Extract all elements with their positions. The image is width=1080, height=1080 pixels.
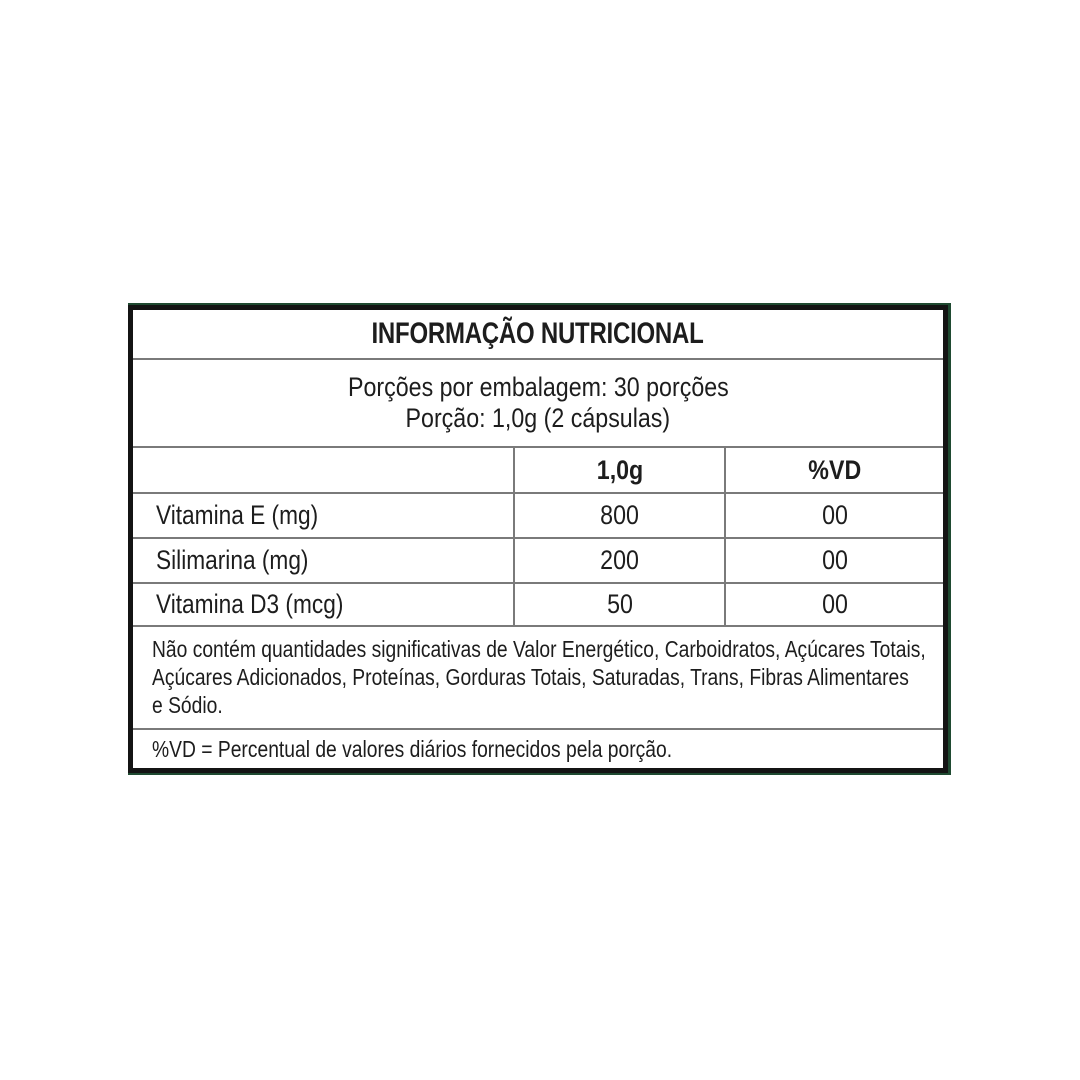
nutrient-amount: 800: [600, 500, 639, 530]
nutrition-facts-table: [128, 305, 948, 773]
nutrient-amount: 50: [606, 589, 633, 619]
nutrient-dv: 00: [821, 545, 848, 575]
nutrient-dv: 00: [821, 500, 848, 530]
dv-footnote: %VD = Percentual de valores diários fornecidos pela porção.: [152, 735, 673, 762]
note-line-2: Açúcares Adicionados, Proteínas, Gorduras Totais, Saturadas, Trans, Fibras Alimentares: [152, 664, 909, 690]
nutrient-name: Vitamina E (mg): [156, 500, 319, 530]
header-dv-cell: [724, 448, 943, 492]
header-amount-cell: [513, 448, 724, 492]
table-row-amount: [513, 537, 724, 582]
serving-size: Porção: 1,0g (2 cápsulas): [405, 403, 671, 433]
table-row-label: [133, 582, 513, 625]
header-empty-cell: [133, 448, 513, 492]
dv-column-header: %VD: [808, 454, 862, 485]
insignificant-amounts-note: [133, 625, 943, 728]
nutrient-name: Vitamina D3 (mcg): [156, 589, 344, 619]
table-row-dv: [724, 582, 943, 625]
dv-footnote-row: [133, 728, 943, 768]
table-row-dv: [724, 492, 943, 537]
serving-info-block: [133, 358, 943, 446]
nutrient-grid: [133, 446, 943, 625]
label-edge: [128, 303, 951, 775]
table-title: INFORMAÇÃO NUTRICIONAL: [371, 317, 705, 350]
table-row-amount: [513, 492, 724, 537]
nutrient-amount: 200: [600, 545, 639, 575]
table-row-label: [133, 492, 513, 537]
note-line-3: e Sódio.: [152, 692, 223, 718]
table-row-dv: [724, 537, 943, 582]
servings-per-package: Porções por embalagem: 30 porções: [347, 372, 729, 402]
amount-column-header: 1,0g: [596, 454, 643, 485]
nutrient-name: Silimarina (mg): [156, 545, 309, 575]
table-row-amount: [513, 582, 724, 625]
note-line-1: Não contém quantidades significativas de Valor Energético, Carboidratos, Açúcares Totais,: [152, 636, 926, 662]
table-row-label: [133, 537, 513, 582]
table-title-row: [133, 310, 943, 358]
nutrient-dv: 00: [821, 589, 848, 619]
